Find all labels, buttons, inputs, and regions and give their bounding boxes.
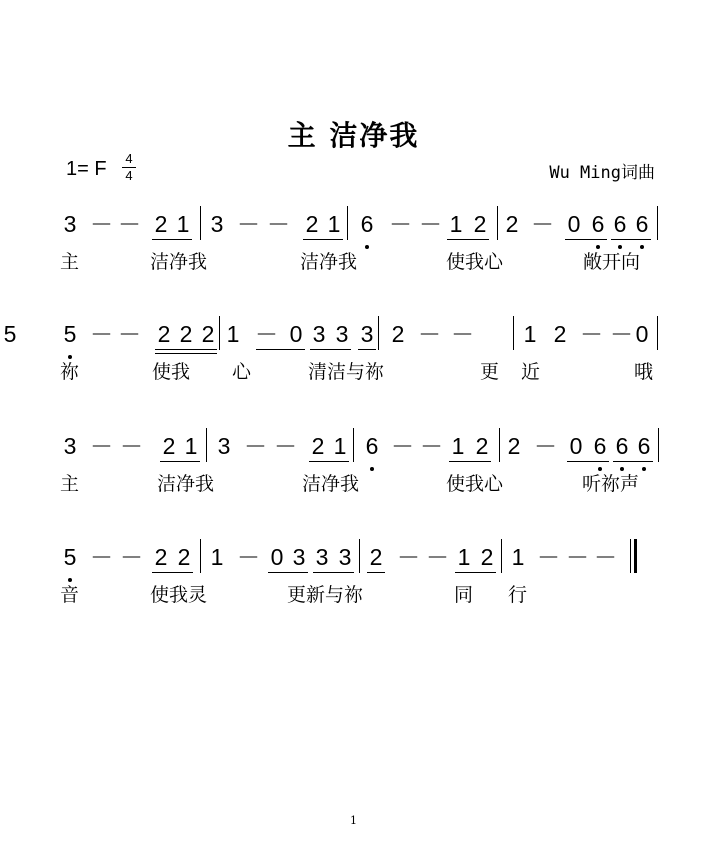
note: 2 [154, 544, 168, 570]
time-signature-top: 4 [125, 151, 133, 166]
beam-underline [268, 572, 308, 573]
sustain-dash: － [610, 321, 633, 347]
beam-underline [309, 461, 349, 462]
note: 6 [615, 433, 629, 459]
time-signature-bottom: 4 [125, 168, 133, 183]
sustain-dash: － [90, 211, 113, 237]
sustain-dash: － [90, 433, 113, 459]
note: 2 [154, 211, 168, 237]
octave-dot [370, 467, 374, 471]
barline [353, 428, 354, 462]
note: 3 [335, 321, 349, 347]
sustain-dash: － [244, 433, 267, 459]
note: 5 [63, 544, 77, 570]
note: 3 [360, 321, 374, 347]
sustain-dash: － [580, 321, 603, 347]
lyric: 使我灵 [150, 584, 208, 606]
note: 0 [569, 433, 583, 459]
sustain-dash: － [397, 544, 420, 570]
beam-underline [313, 572, 354, 573]
note: 1 [333, 433, 347, 459]
note: 2 [391, 321, 405, 347]
note: 2 [311, 433, 325, 459]
beam-underline [152, 239, 192, 240]
note: 1 [523, 321, 537, 347]
note: 0 [635, 321, 649, 347]
author-credit: Wu Ming词曲 [549, 163, 655, 183]
lyric: 行 [508, 584, 528, 606]
note: 2 [305, 211, 319, 237]
lyric: 主 [60, 473, 80, 495]
beam-underline [155, 353, 217, 354]
note: 2 [201, 321, 215, 347]
beam-underline [256, 349, 305, 350]
lyric: 心 [232, 361, 252, 383]
lyric: 使我心 [446, 473, 504, 495]
note: 3 [292, 544, 306, 570]
note: 1 [176, 211, 190, 237]
note: 2 [475, 433, 489, 459]
barline [206, 428, 207, 462]
sustain-dash: － [451, 321, 474, 347]
sustain-dash: － [419, 211, 442, 237]
note: 0 [270, 544, 284, 570]
lyric: 祢 [60, 361, 80, 383]
page-number: 1 [350, 814, 357, 827]
note: 2 [553, 321, 567, 347]
note: 2 [505, 211, 519, 237]
song-title: 主 洁净我 [287, 119, 420, 152]
note: 0 [289, 321, 303, 347]
beam-underline [303, 239, 343, 240]
time-signature [121, 152, 137, 183]
beam-underline [613, 461, 653, 462]
note: 1 [210, 544, 224, 570]
lyric: 洁净我 [150, 251, 208, 273]
octave-dot [596, 245, 600, 249]
beam-underline [358, 349, 376, 350]
lyric: 近 [521, 361, 541, 383]
note: 2 [177, 544, 191, 570]
note: 1 [184, 433, 198, 459]
barline [657, 206, 658, 240]
note: 1 [449, 211, 463, 237]
lyric: 音 [60, 584, 80, 606]
note: 6 [613, 211, 627, 237]
octave-dot [68, 355, 72, 359]
barline [378, 316, 379, 350]
barline [501, 539, 502, 573]
lyric: 洁净我 [157, 473, 215, 495]
beam-underline [367, 572, 385, 573]
beam-underline [449, 461, 491, 462]
barline [499, 428, 500, 462]
note: 6 [593, 433, 607, 459]
note: 2 [480, 544, 494, 570]
sustain-dash: － [531, 211, 554, 237]
sustain-dash: － [255, 321, 278, 347]
sustain-dash: － [267, 211, 290, 237]
note: 3 [338, 544, 352, 570]
barline [513, 316, 514, 350]
note: 3 [63, 211, 77, 237]
note: 2 [369, 544, 383, 570]
barline [497, 206, 498, 240]
sustain-dash: － [237, 211, 260, 237]
beam-underline [310, 349, 351, 350]
beam-underline [455, 572, 496, 573]
note: 5 [63, 321, 77, 347]
note: 1 [327, 211, 341, 237]
octave-dot [642, 467, 646, 471]
barline [657, 316, 658, 350]
note: 3 [210, 211, 224, 237]
sustain-dash: － [237, 544, 260, 570]
note: 1 [511, 544, 525, 570]
sustain-dash: － [420, 433, 443, 459]
lyric: 使我 [152, 361, 191, 383]
barline [359, 539, 360, 573]
note: 2 [507, 433, 521, 459]
final-barline-thick [634, 539, 637, 573]
note: 6 [365, 433, 379, 459]
note: 2 [179, 321, 193, 347]
octave-dot [68, 578, 72, 582]
note: 5 [3, 321, 17, 347]
note: 6 [591, 211, 605, 237]
lyric: 使我心 [446, 251, 504, 273]
sustain-dash: － [418, 321, 441, 347]
sustain-dash: － [534, 433, 557, 459]
sustain-dash: － [566, 544, 589, 570]
note: 3 [63, 433, 77, 459]
lyric: 清洁与祢 [308, 361, 385, 383]
sustain-dash: － [90, 544, 113, 570]
note: 6 [360, 211, 374, 237]
octave-dot [365, 245, 369, 249]
beam-underline [160, 461, 200, 462]
sustain-dash: － [274, 433, 297, 459]
lyric: 更新与祢 [287, 584, 364, 606]
sustain-dash: － [118, 321, 141, 347]
barline [658, 428, 659, 462]
note: 3 [312, 321, 326, 347]
sustain-dash: － [118, 211, 141, 237]
lyric: 敞开向 [583, 251, 641, 273]
note: 2 [157, 321, 171, 347]
sustain-dash: － [120, 544, 143, 570]
lyric: 洁净我 [300, 251, 358, 273]
sustain-dash: － [120, 433, 143, 459]
octave-dot [618, 245, 622, 249]
lyric: 主 [60, 251, 80, 273]
note: 2 [162, 433, 176, 459]
sustain-dash: － [389, 211, 412, 237]
sustain-dash: － [90, 321, 113, 347]
lyric: 同 [454, 584, 474, 606]
note: 6 [635, 211, 649, 237]
note: 0 [567, 211, 581, 237]
note: 1 [226, 321, 240, 347]
lyric: 更 [480, 361, 500, 383]
sustain-dash: － [426, 544, 449, 570]
note: 6 [637, 433, 651, 459]
barline [219, 316, 220, 350]
beam-underline [152, 572, 193, 573]
beam-underline [447, 239, 489, 240]
beam-underline [567, 461, 609, 462]
note: 1 [457, 544, 471, 570]
sustain-dash: － [594, 544, 617, 570]
sustain-dash: － [537, 544, 560, 570]
lyric: 洁净我 [302, 473, 360, 495]
final-barline-thin [630, 539, 631, 573]
octave-dot [640, 245, 644, 249]
sustain-dash: － [391, 433, 414, 459]
key-signature: 1= F [66, 158, 107, 180]
octave-dot [598, 467, 602, 471]
note: 2 [473, 211, 487, 237]
beam-underline [155, 349, 217, 350]
barline [200, 539, 201, 573]
beam-underline [565, 239, 607, 240]
beam-underline [611, 239, 651, 240]
octave-dot [620, 467, 624, 471]
lyric: 听祢声 [582, 473, 640, 495]
note: 3 [315, 544, 329, 570]
barline [200, 206, 201, 240]
note: 1 [451, 433, 465, 459]
lyric: 哦 [634, 361, 654, 383]
note: 3 [217, 433, 231, 459]
barline [347, 206, 348, 240]
